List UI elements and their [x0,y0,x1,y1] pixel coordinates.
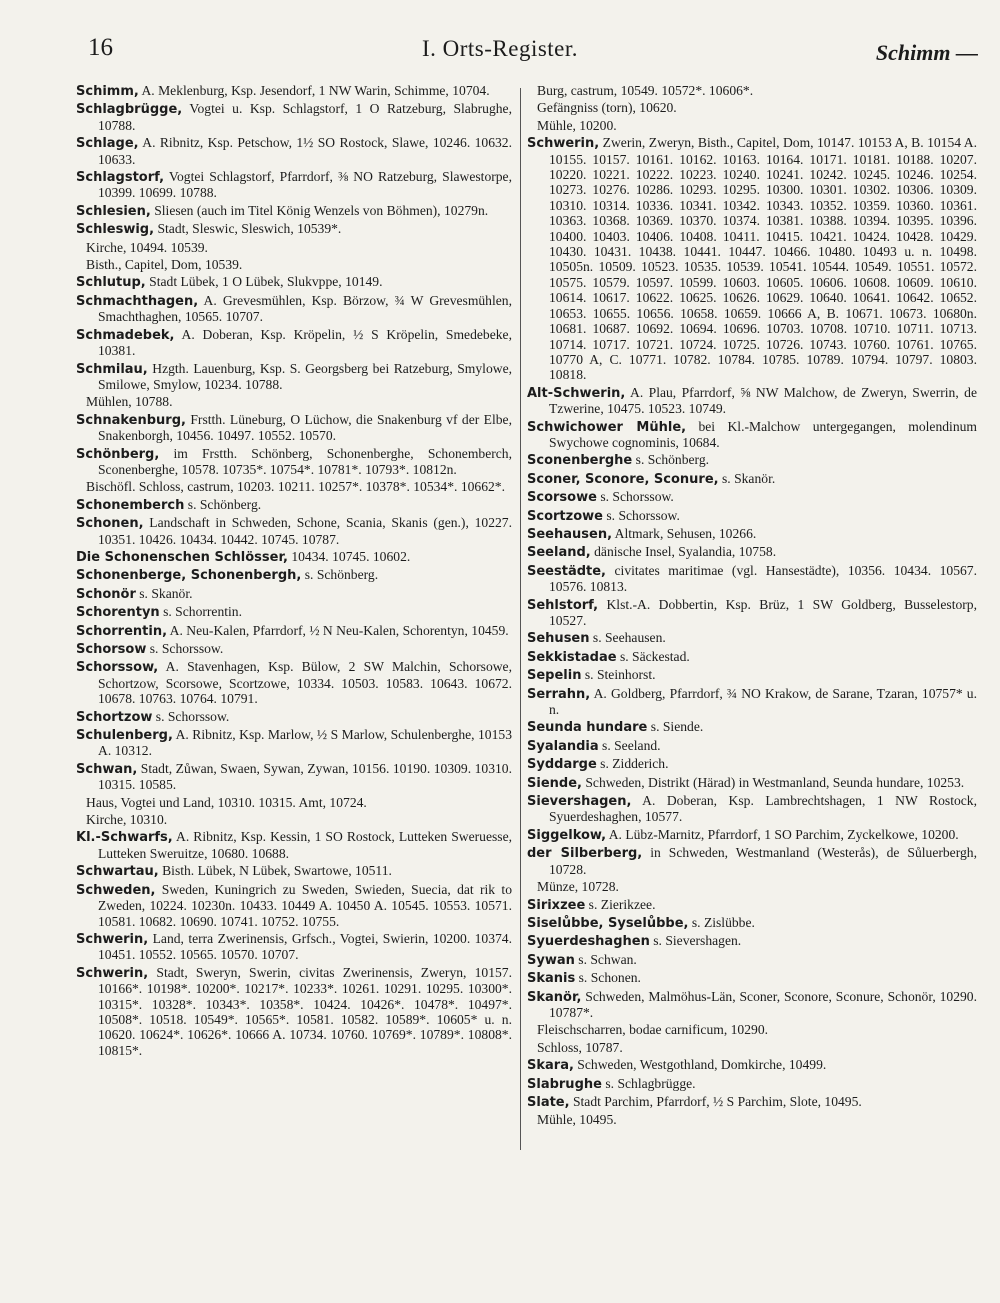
entry-headword: Schonemberch [76,497,185,513]
entry-text: Zwerin, Zweryn, Bisth., Capitel, Dom, 10147. 10153 A, B. 10154 A. 10155. 10157. 10161. 10162. 10163. 10164. 10171. 10181. 10188. 10207. 10220. 10221. 10222. 10223. 10240. 10241. 10242. 10245. 10246. 10254. 10273. 10276. 10286. 10293. 10295. 10300. 10301. 10302. 10306. 10309. 10310. 10314. 10336. 10341. 10342. 10343. 10352. 10359. 10360. 10361. 10363. 10368. 10369. 10370. 10374. 10381. 10388. 10394. 10395. 10396. 10400. 10403. 10406. 10408. 10411. 10415. 10421. 10424. 10428. 10429. 10430. 10431. 10438. 10441. 10447. 10466. 10480. 10493 u. n. 10498. 10505n. 10509. 10523. 10535. 10539. 10541. 10544. 10549. 10551. 10572. 10575. 10579. 10597. 10599. 10603. 10605. 10606. 10608. 10609. 10610. 10614. 10617. 10622. 10625. 10626. 10629. 10640. 10641. 10642. 10652. 10653. 10655. 10656. 10658. 10659. 10666 A, B. 10671. 10673. 10680n. 10681. 10687. 10692. 10694. 10696. 10703. 10708. 10710. 10711. 10713. 10714. 10717. 10721. 10724. 10725. 10726. 10743. 10760. 10761. 10765. 10770 A, C. 10771. 10782. 10784. 10785. 10789. 10794. 10797. 10803. 10818. [549,135,977,383]
register-entry [76,203,512,219]
register-entry [527,667,977,683]
entry-headword: Schwerin, [527,136,600,152]
register-entry [76,709,512,725]
entry-headword: der Silberberg, [527,846,643,862]
entry-text: 10434. 10745. 10602. [287,548,411,564]
register-subentry: Gefängniss (torn), 10620. [537,100,677,116]
entry-text: s. Zierikzee. [585,896,656,912]
entry-headword: Schorrentin, [76,623,168,639]
register-entry [76,327,512,359]
entry-text: s. Schorssow. [602,507,680,523]
entry-headword: Sekkistadae [527,649,617,665]
register-entry [76,727,512,759]
entry-headword: Schwichower Mühle, [527,419,687,435]
register-entry [76,169,512,201]
entry-headword: Seeland, [527,545,591,561]
register-entry [76,412,512,444]
entry-text: in Schweden, Westmanland (Westerås), de Sůluerbergh, 10728. [549,845,977,877]
entry-headword: Sievershagen, [527,794,632,810]
entry-text: Altmark, Sehusen, 10266. [612,525,757,541]
entry-headword: Syalandia [527,738,599,754]
entry-text: A. Goldberg, Pfarrdorf, ¾ NO Krakow, de Sarane, Tzaran, 10757* u. n. [549,685,977,718]
register-entry [76,931,512,963]
register-entry [76,965,512,1058]
register-entry [76,446,512,478]
register-subentry: Mühle, 10200. [537,117,617,133]
register-subentry: Bisth., Capitel, Dom, 10539. [86,257,243,273]
register-entry [527,526,977,542]
register-entry [527,508,977,524]
register-entry [527,933,977,949]
register-entry [76,659,512,706]
entry-text: s. Seeland. [598,737,661,753]
register-entry [527,1094,977,1110]
entry-headword: Syuerdeshaghen [527,934,650,950]
entry-text: s. Zidderich. [596,756,669,772]
entry-headword: Schlagbrügge, [76,102,183,118]
register-entry [527,649,977,665]
register-entry [76,274,512,290]
register-entry [76,829,512,861]
entry-headword: Schlesien, [76,203,151,219]
entry-headword: Seestädte, [527,563,606,579]
entry-headword: Schwan, [76,761,138,777]
entry-headword: Schlagstorf, [76,170,165,186]
entry-text: s. Schönberg. [632,452,710,468]
entry-text: A. Grevesmühlen, Ksp. Börzow, ¾ W Grevesmühlen, Smachthaghen, 10565. 10707. [98,292,512,325]
register-entry [527,915,977,931]
register-entry [76,515,512,547]
register-entry [527,845,977,877]
register-entry [527,630,977,646]
entry-headword: Slate, [527,1094,570,1110]
entry-headword: Schwartau, [76,864,159,880]
entry-text: Hzgth. Lauenburg, Ksp. S. Georgsberg bei Ratzeburg, Smylowe, Smilowe, Smylow, 10234. 10788. [98,360,512,392]
entry-text: s. Siende. [647,719,704,735]
entry-text: im Frstth. Schönberg, Schonenberghe, Schonemberch, Sconenberghe, 10578. 10735*. 10754*. 10781*. 10793*. 10812n. [98,445,512,477]
register-subentry: Mühle, 10495. [537,1112,617,1128]
entry-text: Schweden, Distrikt (Härad) in Westmanland, Seunda hundare, 10253. [581,774,965,790]
entry-headword: Sehusen [527,631,590,647]
entry-text: Stadt, Zůwan, Swaen, Sywan, Zywan, 10156. 10190. 10309. 10310. 10315. 10585. [98,760,512,793]
register-entry [527,544,977,560]
register-entry [527,489,977,505]
entry-headword: Scortzowe [527,508,603,524]
register-entry [76,293,512,325]
entry-text: Vogtei u. Ksp. Schlagstorf, 1 O Ratzeburg, Slabrughe, 10788. [98,101,512,133]
entry-text: s. Skanör. [135,585,193,601]
entry-text: s. Zislübbe. [688,914,755,930]
entry-text: A. Doberan, Ksp. Kröpelin, ½ S Kröpelin, Smedebeke, 10381. [98,326,512,359]
register-entry [76,101,512,133]
register-entry [527,1076,977,1092]
entry-text: Sweden, Kuningrich zu Sweden, Swieden, Suecia, dat rik to Zweden, 10224. 10230n. 10433. 10449 A. 10450 A. 10545. 10553. 10571. 10581. 10682. 10690. 10741. 10752. 10755. [98,881,512,929]
register-entry [527,452,977,468]
entry-text: s. Sievershagen. [649,933,742,949]
entry-text: s. Schorssow. [152,708,230,724]
entry-headword: Schnakenburg, [76,412,186,428]
entry-text: Landschaft in Schweden, Schone, Scania, Skanis (gen.), 10227. 10351. 10426. 10434. 10442. 10745. 10787. [98,515,512,547]
entry-headword: Schorsow [76,642,147,657]
register-entry [527,419,977,451]
entry-text: s. Schorssow. [146,641,224,656]
entry-headword: Schorentyn [76,605,160,621]
entry-headword: Slabrughe [527,1076,602,1092]
register-subentry: Mühlen, 10788. [86,394,173,410]
entry-headword: Schlage, [76,136,139,152]
entry-text: Klst.-A. Dobbertin, Ksp. Brüz, 1 SW Goldberg, Busselestorp, 10527. [549,596,977,628]
entry-headword: Scorsowe [527,490,597,506]
register-entry [76,641,512,657]
entry-text: s. Schwan. [574,951,637,967]
register-entry [527,897,977,913]
register-entry [76,221,512,237]
entry-text: Stadt Lübek, 1 O Lübek, Slukvppe, 10149. [145,274,383,290]
register-entry [527,135,977,383]
entry-text: Schweden, Westgothland, Domkirche, 10499. [573,1057,827,1073]
entry-text: Stadt, Sleswic, Sleswich, 10539*. [154,221,342,237]
left-column [76,83,512,1060]
register-entry [527,989,977,1021]
entry-headword: Schwerin, [76,931,149,947]
entry-text: Frstth. Lüneburg, O Lüchow, die Snakenburg vf der Elbe, Snakenborgh, 10456. 10497. 10552. 10570. [98,411,512,444]
entry-text: bei Kl.-Malchow untergegangen, molendinum Swychowe cognominis, 10684. [549,418,977,450]
entry-text: s. Steinhorst. [581,667,656,683]
entry-text: s. Schönberg. [301,567,379,583]
entry-headword: Syddarge [527,757,597,773]
entry-text: Stadt, Sweryn, Swerin, civitas Zwerinensis, Zweryn, 10157. 10166*. 10198*. 10200*. 10217*. 10233*. 10261. 10291. 10295. 10300*. 10315*. 10328*. 10343*. 10358*. 10424. 10426*. 10478*. 10497*. 10508*. 10518. 10549*. 10565*. 10581. 10582. 10589*. 10605* u. n. 10620. 10624*. 10626*. 10666 A. 10734. 10760. 10769*. 10789*. 10808*. 10815*. [98,964,512,1058]
register-subentry: Schloss, 10787. [537,1039,623,1055]
entry-headword: Sehlstorf, [527,597,599,613]
register-entry [527,597,977,629]
entry-headword: Seunda hundare [527,720,648,736]
entry-headword: Schulenberg, [76,728,173,744]
entry-headword: Skanör, [527,989,582,1005]
entry-headword: Schonör [76,586,136,602]
entry-text: Schweden, Malmöhus-Län, Sconer, Sconore, Sconure, Schonör, 10290. 10787*. [549,988,977,1020]
entry-headword: Schmachthagen, [76,293,199,309]
column-divider [520,88,521,1150]
entry-headword: Schmilau, [76,361,148,377]
register-entry [527,756,977,772]
entry-headword: Alt-Schwerin, [527,385,626,401]
entry-text: A. Ribnitz, Ksp. Kessin, 1 SO Rostock, Lutteken Sweruesse, Lutteken Sweruitze, 10680. 10688. [98,829,512,861]
entry-text: A. Meklenburg, Ksp. Jesendorf, 1 NW Warin, Schimme, 10704. [138,83,490,98]
entry-text: Stadt Parchim, Pfarrdorf, ½ S Parchim, Slote, 10495. [569,1093,862,1109]
register-entry [76,863,512,879]
register-subentry: Fleischscharren, bodae carnificum, 10290. [537,1022,769,1038]
register-entry [76,83,512,99]
entry-text: Sliesen (auch im Titel König Wenzels von Böhmen), 10279n. [150,202,489,218]
entry-headword: Serrahn, [527,686,591,702]
entry-text: s. Schönberg. [184,496,262,512]
entry-headword: Schlutup, [76,275,146,291]
entry-headword: Schonen, [76,516,144,532]
register-subentry: Münze, 10728. [537,879,619,895]
entry-headword: Schwerin, [76,965,149,981]
entry-text: A. Neu-Kalen, Pfarrdorf, ½ N Neu-Kalen, Schorentyn, 10459. [167,622,509,638]
register-entry [76,135,512,167]
entry-text: Bisth. Lübek, N Lübek, Swartowe, 10511. [158,863,392,879]
entry-text: s. Schorssow. [596,489,674,505]
entry-text: A. Doberan, Ksp. Lambrechtshagen, 1 NW Rostock, Syuerdeshaghen, 10577. [549,793,977,825]
register-subentry: Bischöfl. Schloss, castrum, 10203. 10211. 10257*. 10378*. 10534*. 10662*. [86,479,506,495]
entry-headword: Schleswig, [76,222,155,238]
register-entry [527,775,977,791]
entry-text: Land, terra Zwerinensis, Grfsch., Vogtei, Swierin, 10200. 10374. 10451. 10552. 10565. 10570. 10707. [98,930,512,963]
register-entry [76,549,512,565]
register-entry [527,563,977,595]
entry-headword: Siggelkow, [527,827,607,843]
right-column [527,83,977,1130]
entry-text: A. Lübz-Marnitz, Pfarrdorf, 1 SO Parchim, Zyckelkowe, 10200. [606,826,959,842]
register-entry [527,471,977,487]
entry-headword: Schmadebek, [76,327,175,343]
register-subentry: Burg, castrum, 10549. 10572*. 10606*. [537,83,754,98]
register-entry [76,761,512,793]
entry-text: s. Schorrentin. [159,604,242,620]
entry-headword: Schortzow [76,709,153,725]
register-entry [76,361,512,393]
entry-text: A. Ribnitz, Ksp. Petschow, 1½ SO Rostock, Slawe, 10246. 10632. 10633. [98,135,512,167]
register-entry [76,604,512,620]
register-subentry: Kirche, 10310. [86,812,168,828]
running-head: Schimm — [875,40,978,65]
entry-text: s. Skanör. [718,470,776,486]
register-subentry: Haus, Vogtei und Land, 10310. 10315. Amt, 10724. [86,794,367,810]
page-header [0,30,1000,70]
entry-headword: Schimm, [76,84,139,99]
entry-headword: Schweden, [76,882,156,898]
entry-text: s. Seehausen. [589,630,666,646]
register-entry [76,882,512,929]
entry-headword: Sywan [527,952,575,968]
entry-headword: Sconer, Sconore, Sconure, [527,471,719,487]
entry-headword: Siende, [527,775,582,791]
entry-headword: Kl.-Schwarfs, [76,830,173,846]
register-entry [527,827,977,843]
page-number: 16 [88,34,113,61]
register-entry [76,586,512,602]
entry-text: A. Stavenhagen, Ksp. Bülow, 2 SW Malchin, Schorsowe, Schortzow, Scorsowe, Scortzowe, 10334. 10503. 10583. 10643. 10672. 10678. 10763. 10764. 10791. [98,659,512,707]
entry-headword: Skanis [527,971,576,987]
register-entry [527,719,977,735]
entry-headword: Siselůbbe, Syselůbbe, [527,915,689,931]
entry-headword: Skara, [527,1058,574,1074]
entry-text: dänische Insel, Syalandia, 10758. [590,544,777,560]
entry-headword: Schorssow, [76,660,159,676]
register-entry [527,738,977,754]
entry-text: A. Ribnitz, Ksp. Marlow, ½ S Marlow, Schulenberghe, 10153 A. 10312. [98,727,512,759]
entry-headword: Sirixzee [527,897,586,913]
register-entry [76,567,512,583]
entry-headword: Schonenberge, Schonenbergh, [76,568,302,584]
entry-text: s. Schonen. [575,970,641,986]
register-entry [76,497,512,513]
entry-text: A. Plau, Pfarrdorf, ⅝ NW Malchow, de Zweryn, Swerrin, de Tzwerine, 10475. 10523. 10749. [549,384,977,417]
entry-headword: Seehausen, [527,526,613,542]
register-entry [527,952,977,968]
register-entry [527,1057,977,1073]
entry-headword: Schönberg, [76,446,160,462]
entry-headword: Sepelin [527,668,582,684]
entry-text: Vogtei Schlagstorf, Pfarrdorf, ⅜ NO Ratzeburg, Slawestorpe, 10399. 10699. 10788. [98,169,512,201]
register-entry [527,970,977,986]
entry-text: s. Säckestad. [616,648,690,664]
entry-headword: Sconenberghe [527,453,633,469]
page-title: I. Orts-Register. [421,36,579,61]
register-entry [527,385,977,417]
register-entry [527,686,977,718]
entry-headword: Die Schonenschen Schlösser, [76,549,288,565]
register-entry [76,623,512,639]
entry-text: s. Schlagbrügge. [601,1075,696,1091]
register-subentry: Kirche, 10494. 10539. [86,239,208,255]
register-entry [527,793,977,825]
entry-text: civitates maritimae (vgl. Hansestädte), 10356. 10434. 10567. 10576. 10813. [549,562,977,595]
